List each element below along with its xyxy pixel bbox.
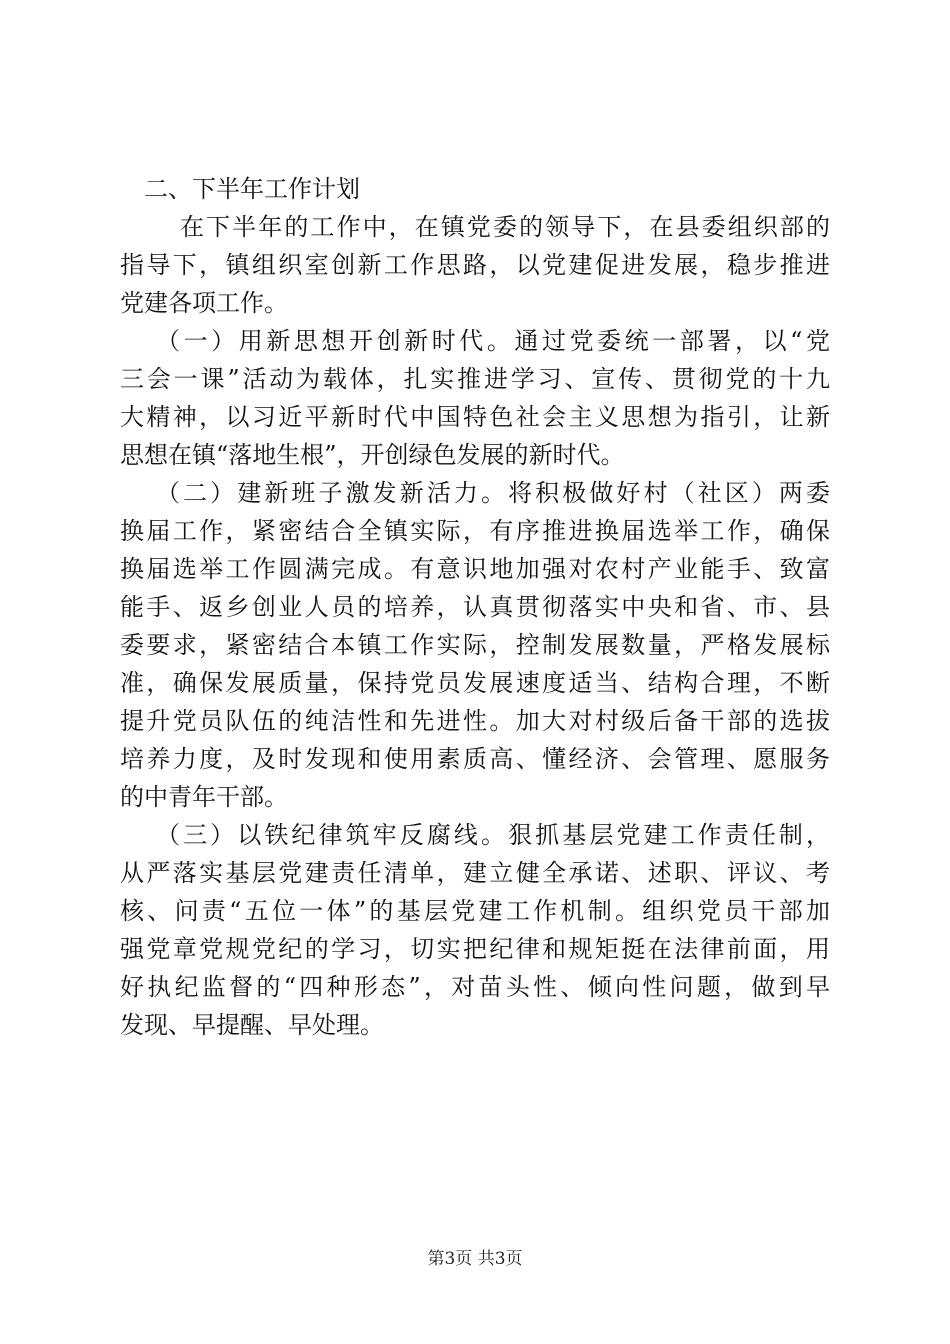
section-heading-text: 二、下半年工作计划 xyxy=(144,175,360,203)
paragraph-line: 培养力度，及时发现和使用素质高、懂经济、会管理、愿服务 xyxy=(120,745,830,773)
paragraph-1 xyxy=(120,208,830,322)
paragraph-line: 换届工作，紧密结合全镇实际，有序推进换届选举工作，确保 xyxy=(120,517,830,545)
paragraph-line: 党建各项工作。 xyxy=(120,289,288,317)
paragraph-line: 指导下，镇组织室创新工作思路，以党建促进发展，稳步推进 xyxy=(120,251,830,279)
paragraph-line: 准，确保发展质量，保持党员发展速度适当、结构合理，不断 xyxy=(120,669,830,697)
paragraph-line: （三）以铁纪律筑牢反腐线。狠抓基层党建工作责任制， xyxy=(156,821,830,849)
paragraph-line: （一）用新思想开创新时代。通过党委统一部署，以“党 xyxy=(156,327,830,355)
paragraph-4 xyxy=(120,816,830,1044)
paragraph-2 xyxy=(120,322,830,474)
document-body xyxy=(120,170,830,1044)
page-footer xyxy=(0,1244,950,1269)
paragraph-line: （二）建新班子激发新活力。将积极做好村（社区）两委 xyxy=(156,479,830,507)
paragraph-line: 能手、返乡创业人员的培养，认真贯彻落实中央和省、市、县 xyxy=(120,593,830,621)
paragraph-line: 核、问责“五位一体”的基层党建工作机制。组织党员干部加 xyxy=(120,897,830,925)
paragraph-line: 强党章党规党纪的学习，切实把纪律和规矩挺在法律前面，用 xyxy=(120,935,830,963)
paragraph-line: 提升党员队伍的纯洁性和先进性。加大对村级后备干部的选拔 xyxy=(120,707,830,735)
page-number: 第3页 共3页 xyxy=(427,1249,523,1269)
paragraph-line: 换届选举工作圆满完成。有意识地加强对农村产业能手、致富 xyxy=(120,555,830,583)
paragraph-line: 好执纪监督的“四种形态”，对苗头性、倾向性问题，做到早 xyxy=(120,973,830,1001)
paragraph-line: 委要求，紧密结合本镇工作实际，控制发展数量，严格发展标 xyxy=(120,631,830,659)
paragraph-line: 在下半年的工作中，在镇党委的领导下，在县委组织部的 xyxy=(180,213,830,241)
section-heading xyxy=(120,170,830,208)
paragraph-line: 大精神，以习近平新时代中国特色社会主义思想为指引，让新 xyxy=(120,403,830,431)
paragraph-line: 三会一课”活动为载体，扎实推进学习、宣传、贯彻党的十九 xyxy=(120,365,830,393)
paragraph-line: 的中青年干部。 xyxy=(120,783,288,811)
paragraph-line: 从严落实基层党建责任清单，建立健全承诺、述职、评议、考 xyxy=(120,859,830,887)
paragraph-line: 发现、早提醒、早处理。 xyxy=(120,1011,384,1039)
paragraph-3 xyxy=(120,474,830,816)
paragraph-line: 思想在镇“落地生根”，开创绿色发展的新时代。 xyxy=(120,441,625,469)
